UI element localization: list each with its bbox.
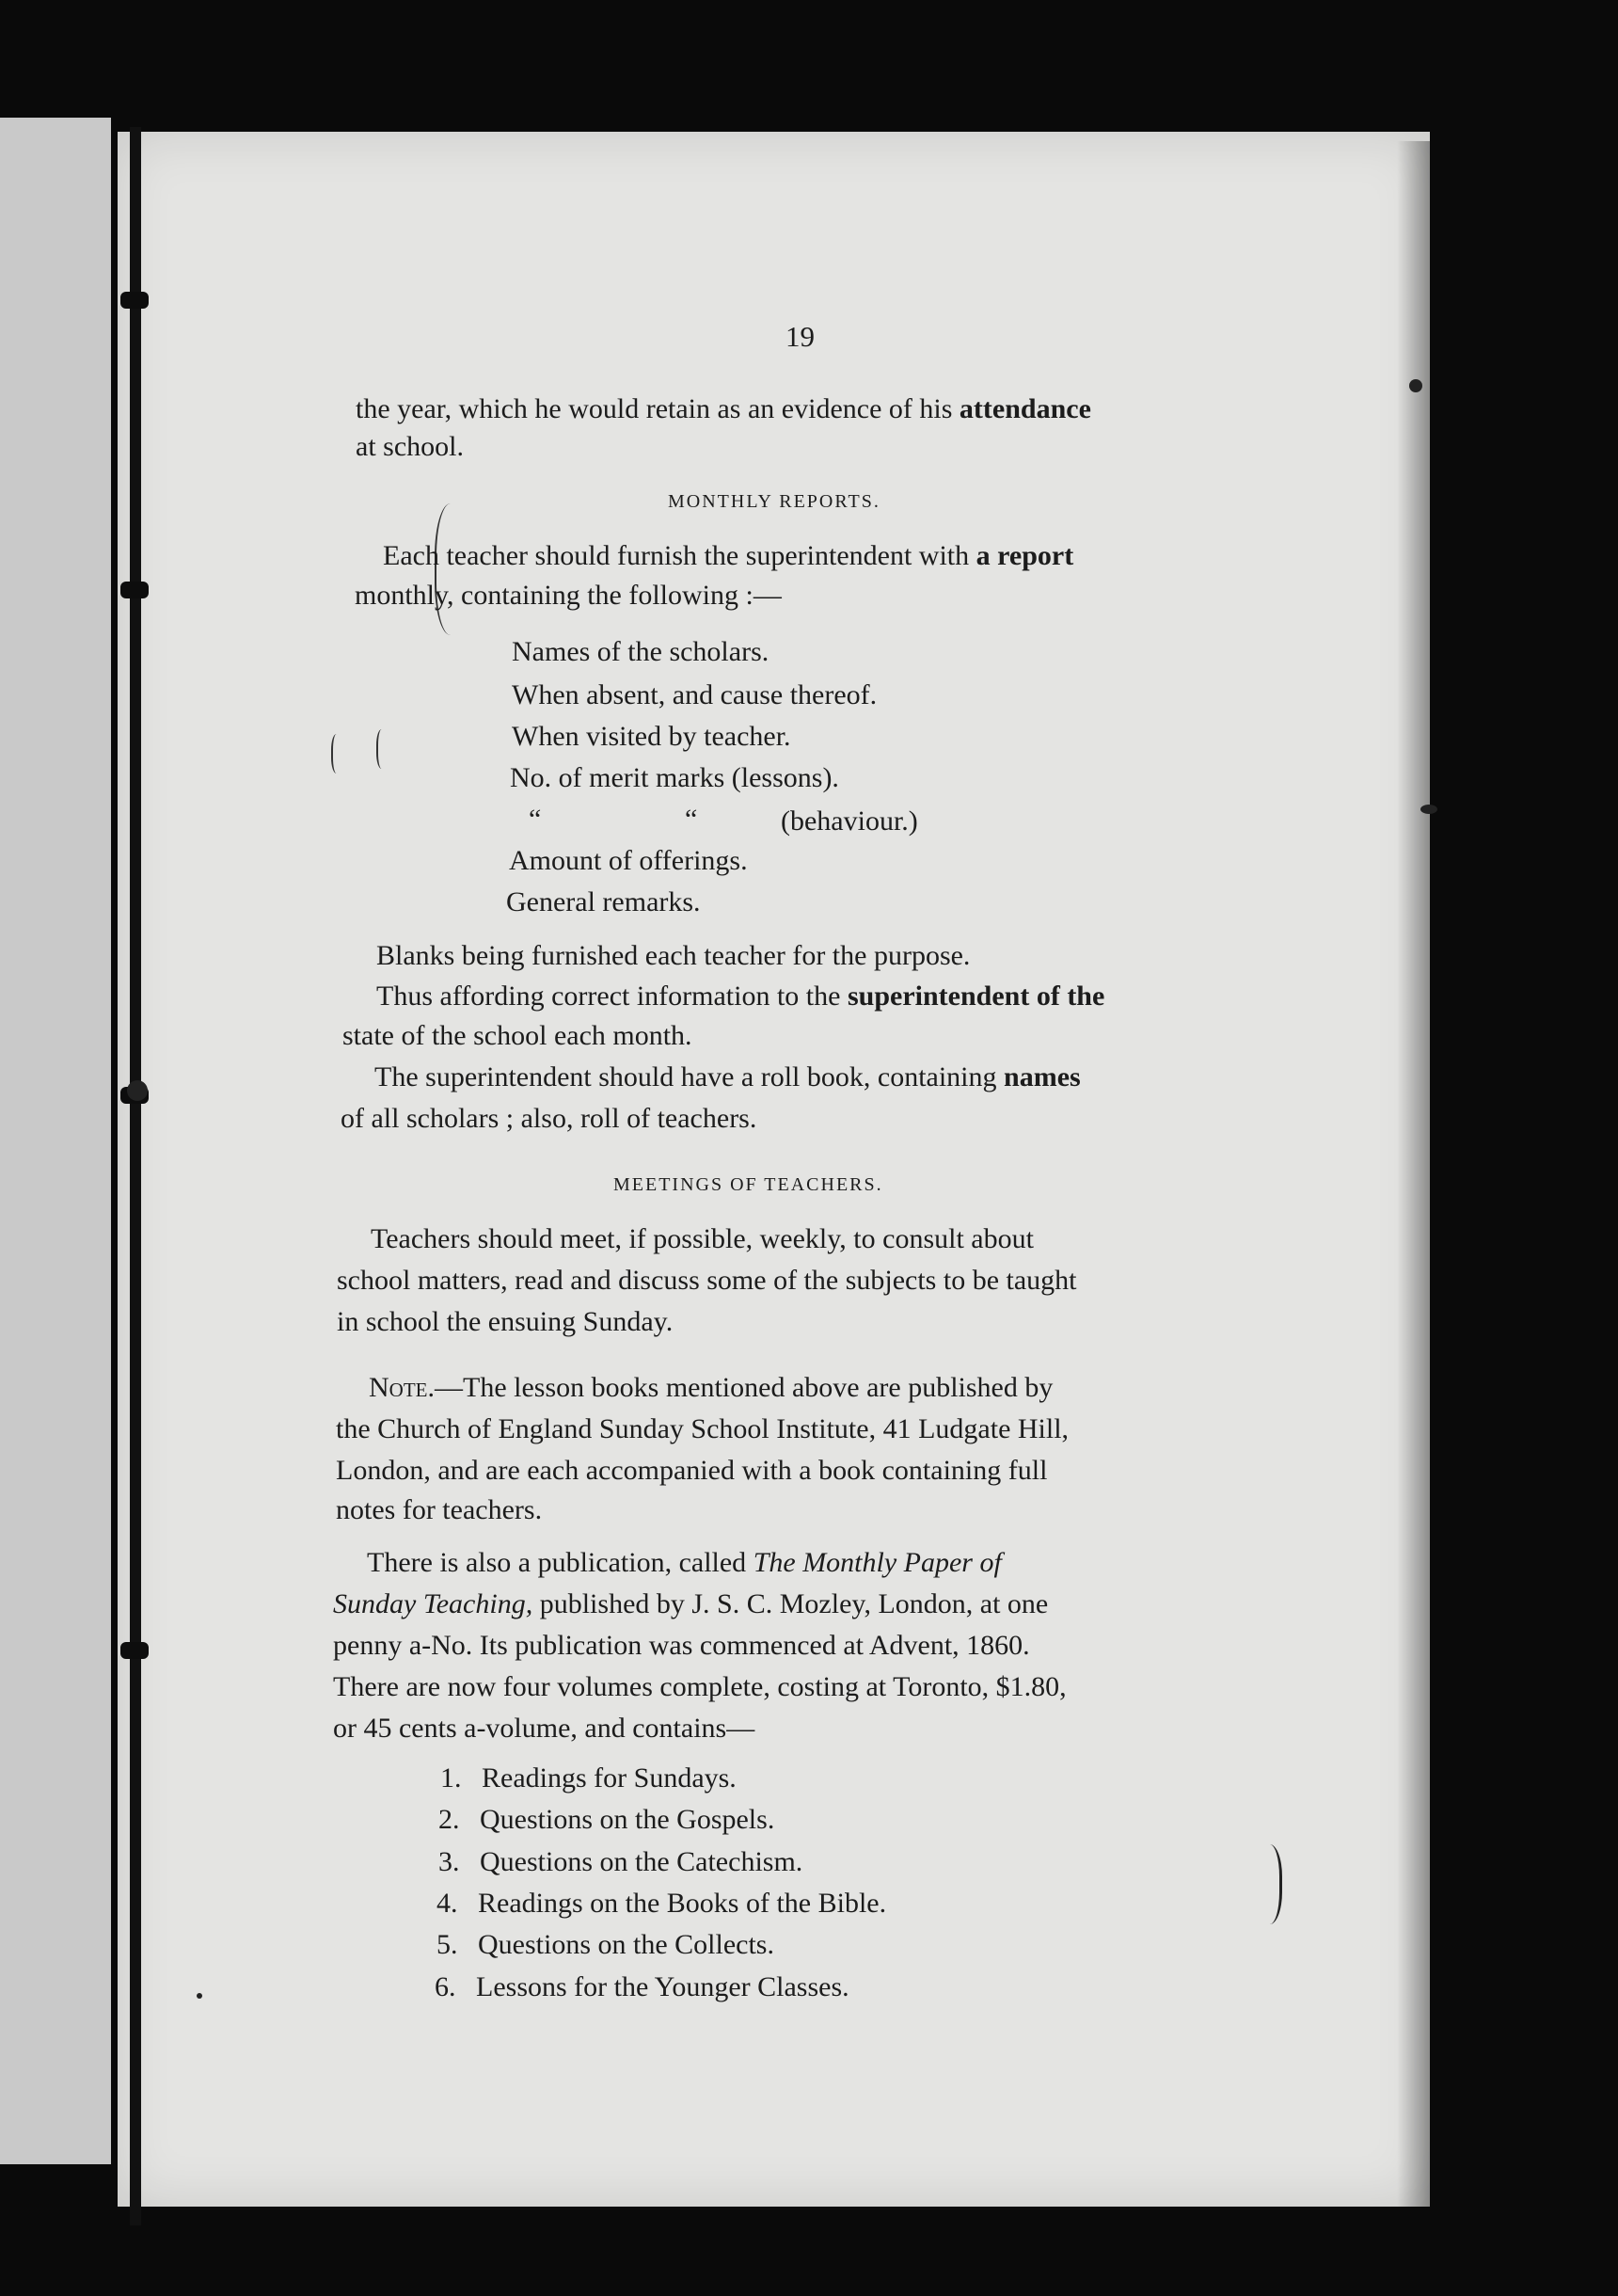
item-text: Readings on the Books of the Bible. — [478, 1888, 887, 1919]
report-item: When absent, and cause thereof. — [512, 679, 878, 710]
text-line — [333, 1585, 1048, 1624]
pencil-annotation — [331, 734, 344, 773]
report-item: General remarks. — [506, 886, 701, 917]
item-number: 4. — [436, 1888, 458, 1919]
ditto-mark: “ — [685, 804, 698, 835]
contents-item — [436, 1929, 774, 1961]
text-fragment: —The lesson books mentioned above are published by — [435, 1372, 1054, 1403]
report-item: Names of the scholars. — [512, 636, 769, 667]
text-line: state of the school each month. — [342, 1020, 692, 1051]
item-number: 5. — [436, 1929, 458, 1960]
note-label: Note. — [369, 1372, 435, 1403]
section-heading: MONTHLY REPORTS. — [668, 491, 880, 512]
text-line: at school. — [356, 431, 464, 462]
thread-knot — [120, 292, 149, 309]
text-line: Blanks being furnished each teacher for the purpose. — [376, 940, 971, 971]
thread-knot — [120, 1642, 149, 1659]
report-item: No. of merit marks (lessons). — [510, 762, 839, 793]
item-number: 1. — [440, 1762, 462, 1794]
contents-item — [438, 1846, 802, 1878]
item-number: 3. — [438, 1846, 460, 1877]
text-line — [374, 1058, 1081, 1097]
ink-speck — [1409, 379, 1422, 392]
page-number: 19 — [785, 320, 815, 353]
item-text: Questions on the Gospels. — [480, 1804, 775, 1835]
text-line: in school the ensuing Sunday. — [337, 1306, 674, 1337]
contents-item — [440, 1762, 737, 1794]
text-line — [356, 390, 1091, 429]
text-line: or 45 cents a-volume, and contains— — [333, 1713, 755, 1744]
ink-speck — [197, 1993, 202, 1999]
text-line: monthly, containing the following :— — [355, 580, 782, 611]
text-fragment: Thus affording correct information to the — [376, 981, 841, 1012]
text-line: Teachers should meet, if possible, weekly, to consult about — [371, 1223, 1034, 1254]
report-item: When visited by teacher. — [512, 721, 791, 752]
item-text: Readings for Sundays. — [482, 1762, 737, 1794]
text-fragment: published by J. S. C. Mozley, London, at one — [539, 1588, 1049, 1619]
text-line — [383, 536, 1073, 576]
text-fragment: Each teacher should furnish the superintendent with — [383, 540, 970, 571]
ink-speck — [127, 1080, 148, 1101]
contents-item — [436, 1888, 886, 1920]
text-fragment: There is also a publication, called — [367, 1547, 747, 1578]
ditto-mark: “ — [529, 804, 542, 835]
text-line: school matters, read and discuss some of the subjects to be taught — [337, 1265, 1077, 1296]
facing-page-edge — [0, 118, 111, 2164]
contents-item — [435, 1971, 849, 2003]
text-line: There are now four volumes complete, costing at Toronto, $1.80, — [333, 1671, 1067, 1702]
item-text: Lessons for the Younger Classes. — [476, 1971, 849, 2002]
publication-title: The Monthly Paper of — [753, 1547, 1002, 1578]
thread-knot — [120, 582, 149, 598]
ink-speck — [1420, 805, 1437, 814]
text-fragment: attendance — [959, 393, 1091, 424]
text-line: London, and are each accompanied with a book containing full — [336, 1455, 1048, 1486]
pencil-annotation — [376, 729, 389, 769]
text-line: penny a-No. Its publication was commenced at Advent, 1860. — [333, 1630, 1030, 1661]
section-heading: MEETINGS OF TEACHERS. — [613, 1174, 883, 1195]
item-text: Questions on the Catechism. — [480, 1846, 803, 1877]
pencil-annotation — [1251, 1844, 1282, 1924]
text-fragment: a report — [976, 540, 1074, 571]
page-edge-shadow — [1397, 141, 1430, 2207]
text-fragment: superintendent of the — [847, 981, 1105, 1012]
text-line — [369, 1368, 1053, 1408]
item-number: 2. — [438, 1804, 460, 1835]
text-line: the Church of England Sunday School Institute, 41 Ludgate Hill, — [336, 1413, 1070, 1444]
publication-title: Sunday Teaching, — [333, 1588, 533, 1619]
text-fragment: the year, which he would retain as an evidence of his — [356, 393, 953, 424]
text-line: notes for teachers. — [336, 1494, 543, 1525]
item-number: 6. — [435, 1971, 456, 2002]
report-item: (behaviour.) — [781, 805, 918, 837]
binding-thread — [130, 127, 141, 2225]
item-text: Questions on the Collects. — [478, 1929, 774, 1960]
text-line: of all scholars ; also, roll of teachers. — [341, 1103, 757, 1134]
text-fragment: The superintendent should have a roll book, containing — [374, 1061, 997, 1092]
text-fragment: names — [1004, 1061, 1081, 1092]
report-item: Amount of offerings. — [509, 845, 748, 876]
text-line — [376, 977, 1104, 1016]
text-line — [367, 1543, 1002, 1583]
contents-item — [438, 1804, 774, 1836]
